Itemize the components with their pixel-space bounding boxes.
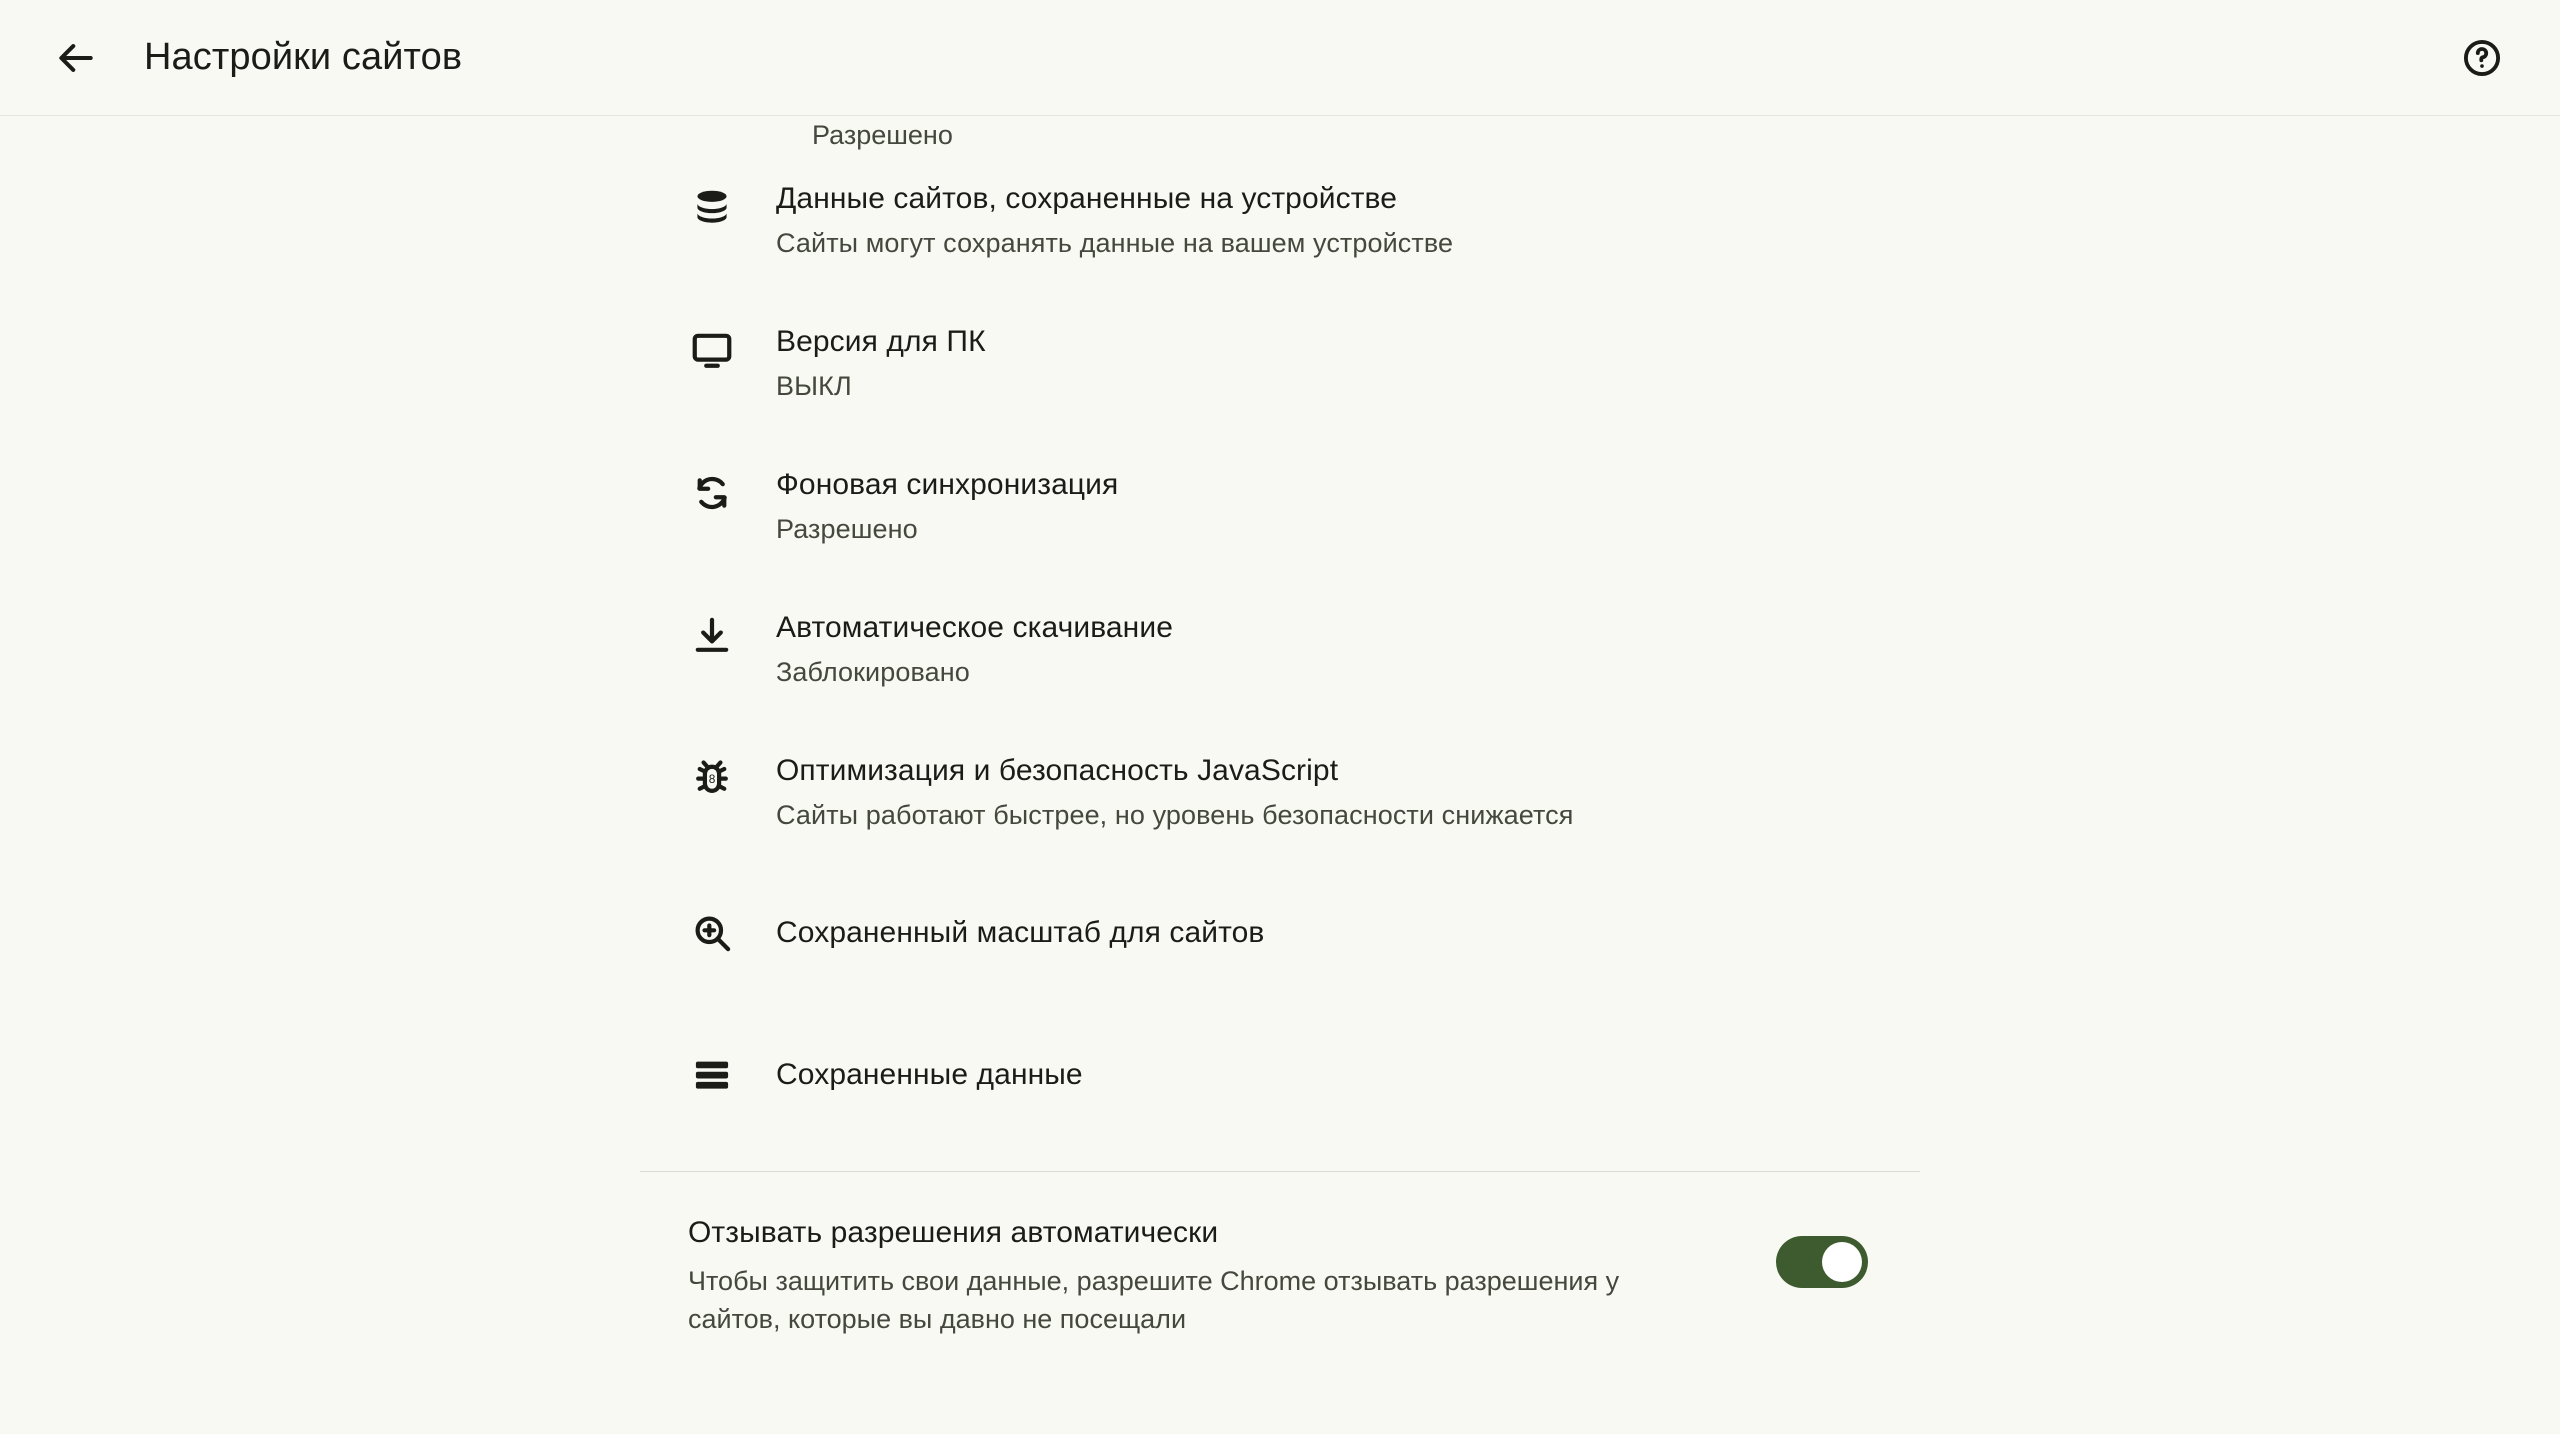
setting-row-javascript-optimizer[interactable]	[0, 730, 2560, 855]
section-divider	[640, 1171, 1920, 1172]
setting-subtitle: Сайты могут сохранять данные на вашем устройстве	[776, 228, 1454, 258]
setting-row-text	[776, 466, 1118, 547]
storage-list-icon	[680, 1052, 744, 1098]
javascript-bug-icon	[680, 752, 744, 802]
auto-revoke-permissions-section[interactable]	[0, 1214, 2560, 1338]
setting-row-text	[776, 1056, 1083, 1094]
arrow-back-icon	[54, 36, 98, 80]
auto-revoke-title: Отзывать разрешения автоматически	[688, 1216, 1219, 1249]
app-bar	[0, 0, 2560, 116]
svg-text:8: 8	[708, 772, 716, 787]
setting-title: Оптимизация и безопасность JavaScript	[776, 754, 1339, 787]
download-icon	[680, 609, 744, 659]
setting-title: Данные сайтов, сохраненные на устройстве	[776, 182, 1398, 215]
toggle-knob	[1822, 1242, 1862, 1282]
database-icon	[680, 180, 744, 230]
setting-row-automatic-downloads[interactable]	[0, 587, 2560, 712]
setting-title: Сохраненный масштаб для сайтов	[776, 916, 1265, 949]
setting-row-text	[776, 323, 986, 404]
clipped-row-subtitle: Разрешено	[812, 120, 953, 150]
setting-row-text	[776, 914, 1264, 952]
desktop-monitor-icon	[680, 323, 744, 373]
setting-title: Версия для ПК	[776, 325, 986, 358]
sync-icon	[680, 466, 744, 516]
auto-revoke-text	[688, 1214, 1728, 1338]
setting-row-text	[776, 752, 1573, 833]
setting-subtitle: ВЫКЛ	[776, 371, 852, 401]
setting-row-saved-zoom[interactable]	[0, 873, 2560, 993]
page-title: Настройки сайтов	[144, 36, 463, 78]
settings-scroll-area[interactable]	[0, 116, 2560, 1434]
setting-subtitle: Заблокировано	[776, 657, 970, 687]
setting-subtitle: Разрешено	[776, 514, 918, 544]
setting-row-text	[776, 609, 1173, 690]
help-circle-icon	[2461, 37, 2503, 79]
setting-title: Фоновая синхронизация	[776, 468, 1119, 501]
zoom-in-icon	[680, 910, 744, 956]
setting-row-background-sync[interactable]	[0, 444, 2560, 569]
back-button[interactable]	[40, 22, 112, 94]
setting-title: Сохраненные данные	[776, 1058, 1083, 1091]
setting-row-text	[776, 180, 1453, 261]
setting-row-desktop-version[interactable]	[0, 301, 2560, 426]
setting-row-saved-data[interactable]	[0, 1015, 2560, 1135]
auto-revoke-toggle[interactable]	[1776, 1236, 1868, 1288]
settings-list	[0, 116, 2560, 1338]
setting-title: Автоматическое скачивание	[776, 611, 1173, 644]
setting-row-site-data[interactable]	[0, 158, 2560, 283]
setting-subtitle: Сайты работают быстрее, но уровень безопасности снижается	[776, 800, 1574, 830]
auto-revoke-description: Чтобы защитить свои данные, разрешите Chrome отзывать разрешения у сайтов, которые вы давно не посещали	[688, 1266, 1620, 1334]
help-button[interactable]	[2450, 26, 2514, 90]
